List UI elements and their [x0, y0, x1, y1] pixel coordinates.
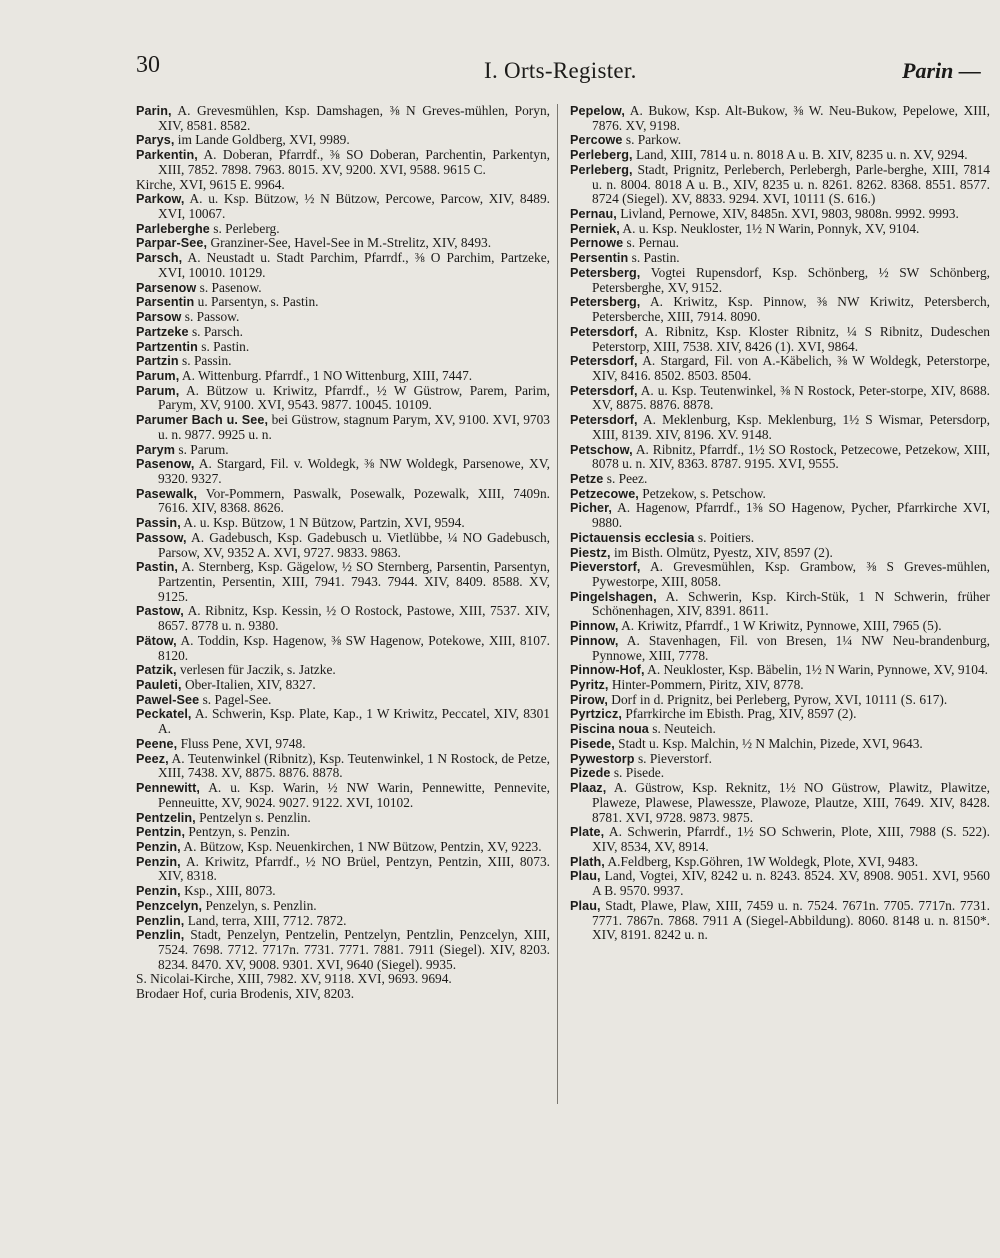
- entry-text: Stadt u. Ksp. Malchin, ½ N Malchin, Pizede, XVI, 9643.: [614, 735, 923, 751]
- entry-headword: Parkow,: [136, 192, 185, 207]
- register-entry: [570, 266, 990, 295]
- register-entry: [570, 443, 990, 472]
- entry-headword: Peene,: [136, 736, 178, 751]
- entry-headword: Pawel-See: [136, 692, 200, 707]
- register-entry: [570, 413, 990, 442]
- entry-headword: Pirow,: [570, 692, 608, 707]
- entry-text: s. Poitiers.: [694, 529, 755, 545]
- entry-headword: Penzin,: [136, 884, 181, 899]
- register-entry: [136, 340, 550, 355]
- register-entry: [570, 251, 990, 266]
- entry-text: A. Schwerin, Pfarrdf., 1½ SO Schwerin, Plote, XIII, 7988 (S. 522). XIV, 8534, XV, 8914.: [592, 824, 990, 854]
- register-entry: [136, 384, 550, 413]
- entry-text: Penzelyn, s. Penzlin.: [202, 897, 317, 913]
- entry-text: s. Pieverstorf.: [634, 750, 712, 766]
- left-column: [136, 104, 550, 1002]
- entry-text: A. Ribnitz, Pfarrdf., 1½ SO Rostock, Petzecowe, Petzekow, XIII, 8078 u. n. XIV, 8363. 8787. 9195. XVI, 9555.: [592, 441, 990, 472]
- register-entry: [570, 148, 990, 163]
- entry-headword: Perniek,: [570, 221, 620, 236]
- entry-text: Petzekow, s. Petschow.: [638, 485, 766, 501]
- entry-headword: Patzik,: [136, 663, 177, 678]
- entry-headword: Pingelshagen,: [570, 589, 657, 604]
- entry-headword: Petersberg,: [570, 295, 641, 310]
- entry-text: s. Pisede.: [610, 765, 665, 781]
- entry-headword: Peckatel,: [136, 707, 192, 722]
- register-entry: [570, 163, 990, 207]
- entry-headword: Perleberg,: [570, 148, 633, 163]
- entry-headword: Pyritz,: [570, 678, 609, 693]
- entry-headword: Pennewitt,: [136, 781, 200, 796]
- register-entry: [136, 325, 550, 340]
- entry-headword: Pinnow-Hof,: [570, 663, 645, 678]
- register-entry: [570, 104, 990, 133]
- register-entry: [570, 752, 990, 767]
- entry-headword: Pasewalk,: [136, 486, 198, 501]
- register-entry: [136, 604, 550, 633]
- register-entry: [570, 560, 990, 589]
- page-header: [0, 52, 1000, 92]
- register-entry: [136, 487, 550, 516]
- entry-headword: Parym: [136, 442, 176, 457]
- register-entry: [136, 222, 550, 237]
- register-entry: [570, 722, 990, 737]
- register-entry: [136, 457, 550, 486]
- register-entry: [136, 192, 550, 221]
- entry-text: im Lande Goldberg, XVI, 9989.: [174, 132, 350, 148]
- entry-headword: Partzin: [136, 354, 179, 369]
- register-entry: [570, 295, 990, 324]
- entry-headword: Parsow: [136, 310, 182, 325]
- entry-headword: Petersdorf,: [570, 413, 638, 428]
- register-entry: [570, 501, 990, 530]
- entry-text: Vogtei Rupensdorf, Ksp. Schönberg, ½ SW Schönberg, Petersberghe, XV, 9152.: [592, 264, 990, 295]
- register-entry: [570, 634, 990, 663]
- entry-text: bei Güstrow, stagnum Parym, XV, 9100. XVI, 9703 u. n. 9877. 9925 u. n.: [158, 412, 550, 442]
- register-entry: [570, 354, 990, 383]
- entry-text: Hinter-Pommern, Piritz, XIV, 8778.: [608, 677, 804, 693]
- register-entry: [570, 384, 990, 413]
- entry-text: A. u. Ksp. Teutenwinkel, ⅜ N Rostock, Peter-storpe, XIV, 8688. XV, 8875. 8876. 8878.: [592, 382, 990, 413]
- entry-text: im Bisth. Olmütz, Pyestz, XIV, 8597 (2).: [610, 544, 833, 560]
- entry-headword: Plau,: [570, 898, 601, 913]
- register-entry: [570, 825, 990, 854]
- register-entry: [136, 178, 550, 193]
- entry-headword: Partzeke: [136, 324, 189, 339]
- entry-text: Livland, Pernowe, XIV, 8485n. XVI, 9803, 9808n. 9992. 9993.: [616, 206, 959, 222]
- entry-headword: Pentzin,: [136, 825, 186, 840]
- register-entry: [570, 619, 990, 634]
- entry-headword: Pernowe: [570, 236, 624, 251]
- register-entry: [136, 251, 550, 280]
- register-entry: [570, 781, 990, 825]
- register-entry: [570, 546, 990, 561]
- entry-text: s. Parum.: [175, 441, 229, 457]
- register-entry: [570, 472, 990, 487]
- register-entry: [136, 281, 550, 296]
- entry-text: A. Wittenburg. Pfarrdf., 1 NO Wittenburg, XIII, 7447.: [179, 367, 473, 383]
- entry-headword: Parkentin,: [136, 148, 198, 163]
- entry-headword: Parpar-See,: [136, 236, 208, 251]
- register-entry: [136, 443, 550, 458]
- entry-headword: Passow,: [136, 530, 187, 545]
- entry-headword: Parum,: [136, 368, 180, 383]
- entry-text: A. u. Ksp. Warin, ½ NW Warin, Pennewitte, Pennevite, Penneuitte, XV, 9024. 9027. 9122. XVI, 10102.: [158, 780, 550, 810]
- entry-text: A. Teutenwinkel (Ribnitz), Ksp. Teutenwinkel, 1 N Rostock, de Petze, XIII, 7438. XV, 8875. 8876. 8878.: [158, 750, 550, 781]
- entry-text: A. Sternberg, Ksp. Gägelow, ½ SO Sternberg, Parsentin, Parsentyn, Partzentin, Persentin, XIII, 7941. 7943. 7944. XIV, 8409. 8588. XV, 9125.: [158, 559, 550, 604]
- entry-text: Land, XIII, 7814 u. n. 8018 A u. B. XIV, 8235 u. n. XV, 9294.: [632, 147, 968, 163]
- register-entry: [136, 781, 550, 810]
- register-entry: [570, 236, 990, 251]
- entry-text: s. Peez.: [603, 470, 648, 486]
- register-entry: [570, 531, 990, 546]
- entry-text: A. Kriwitz, Pfarrdf., 1 W Kriwitz, Pynnowe, XIII, 7965 (5).: [618, 618, 942, 634]
- column-divider: [557, 104, 558, 1104]
- entry-text: verlesen für Jaczik, s. Jatzke.: [176, 662, 336, 678]
- entry-text: s. Parkow.: [622, 132, 682, 148]
- register-entry: [136, 737, 550, 752]
- entry-headword: Pizede: [570, 766, 611, 781]
- entry-text: A. Neukloster, Ksp. Bäbelin, 1½ N Warin, Pynnowe, XV, 9104.: [644, 662, 988, 678]
- entry-text: s. Pastin.: [628, 250, 680, 266]
- entry-headword: Picher,: [570, 501, 613, 516]
- entry-text: s. Pastin.: [197, 338, 250, 354]
- entry-text: A. Hagenow, Pfarrdf., 1⅜ SO Hagenow, Pycher, Pfarrkirche XVI, 9880.: [592, 500, 990, 531]
- register-entry: [136, 295, 550, 310]
- entry-headword: Pictauensis ecclesia: [570, 530, 695, 545]
- register-entry: [570, 325, 990, 354]
- register-entry: [570, 707, 990, 722]
- entry-headword: Plate,: [570, 825, 605, 840]
- register-entry: [136, 663, 550, 678]
- entry-headword: Parum,: [136, 383, 180, 398]
- register-entry: [570, 487, 990, 502]
- entry-text: Fluss Pene, XVI, 9748.: [177, 735, 306, 751]
- entry-text: A. Kriwitz, Pfarrdf., ½ NO Brüel, Pentzyn, Pentzin, XIII, 8073. XIV, 8318.: [158, 853, 550, 884]
- register-entry: [136, 104, 550, 133]
- entry-headword: Pastin,: [136, 560, 178, 575]
- entry-headword: Penzcelyn,: [136, 898, 203, 913]
- register-entry: [136, 811, 550, 826]
- entry-headword: Pyrtzicz,: [570, 707, 622, 722]
- entry-text: A. Bützow u. Kriwitz, Pfarrdf., ½ W Güstrow, Parem, Parim, Parym, XV, 9100. XVI, 9543. 9877. 10045. 10109.: [158, 382, 550, 413]
- entry-headword: Petzecowe,: [570, 486, 639, 501]
- register-title: I. Orts-Register.: [484, 58, 637, 83]
- entry-headword: Penzin,: [136, 854, 181, 869]
- register-entry: [570, 222, 990, 237]
- entry-headword: Persentin: [570, 251, 629, 266]
- register-entry: [136, 693, 550, 708]
- entry-text: u. Parsentyn, s. Pastin.: [194, 294, 319, 310]
- entry-headword: Petersberg,: [570, 265, 641, 280]
- entry-headword: Pywestorp: [570, 751, 635, 766]
- entry-text: Land, Vogtei, XIV, 8242 u. n. 8243. 8524. XV, 8908. 9051. XVI, 9560 A B. 9570. 9937.: [592, 868, 990, 899]
- register-entry: [136, 310, 550, 325]
- entry-text: A. Bützow, Ksp. Neuenkirchen, 1 NW Bützow, Pentzin, XV, 9223.: [180, 838, 542, 854]
- entry-text: A. Stargard, Fil. v. Woldegk, ⅜ NW Woldegk, Parsenowe, XV, 9320. 9327.: [158, 456, 550, 486]
- entry-text: s. Pagel-See.: [199, 691, 272, 707]
- register-entry: [136, 840, 550, 855]
- entry-headword: Plath,: [570, 854, 605, 869]
- entry-headword: Parys,: [136, 133, 175, 148]
- register-entry: [136, 634, 550, 663]
- entry-text: Stadt, Plawe, Plaw, XIII, 7459 u. n. 7524. 7671n. 7705. 7717n. 7731. 7771. 7867n. 7868. 7911 A (Siegel-Abbildung). 8060. 8148 u. n. 8150*. XIV, 8191. 8242 u. n.: [592, 897, 990, 943]
- entry-text: Dorf in d. Prignitz, bei Perleberg, Pyrow, XVI, 10111 (S. 617).: [607, 691, 948, 707]
- entry-text: A. Bukow, Ksp. Alt-Bukow, ⅜ W. Neu-Bukow, Pepelowe, XIII, 7876. XV, 9198.: [592, 103, 990, 133]
- entry-headword: Percowe: [570, 133, 623, 148]
- entry-text: A. u. Ksp. Bützow, 1 N Bützow, Partzin, XVI, 9594.: [180, 515, 465, 531]
- entry-text: A. Doberan, Pfarrdf., ⅜ SO Doberan, Parchentin, Parkentyn, XIII, 7852. 7898. 7963. 8015. XV, 9200. XVI, 9588. 9615 C.: [158, 147, 550, 177]
- register-entry: [570, 678, 990, 693]
- register-entry: [136, 236, 550, 251]
- entry-headword: Pauleti,: [136, 678, 182, 693]
- entry-text: A. Schwerin, Ksp. Kirch-Stük, 1 N Schwerin, früher Schönenhagen, XIV, 8391. 8611.: [592, 588, 990, 619]
- running-head: Parin —: [902, 58, 981, 83]
- entry-text: s. Perleberg.: [209, 220, 280, 236]
- register-entry: [570, 869, 990, 898]
- entry-text: Vor-Pommern, Paswalk, Posewalk, Pozewalk, XIII, 7409n. 7616. XIV, 8368. 8626.: [158, 485, 550, 516]
- entry-text: A. Kriwitz, Ksp. Pinnow, ⅜ NW Kriwitz, Petersberch, Petersberche, XIII, 7914. 8090.: [592, 294, 990, 325]
- page-number: 30: [136, 52, 160, 78]
- entry-headword: Pinnow,: [570, 633, 619, 648]
- register-entry: [570, 590, 990, 619]
- entry-text: Ksp., XIII, 8073.: [180, 883, 276, 899]
- entry-headword: Piscina noua: [570, 722, 649, 737]
- entry-text: Stadt, Penzelyn, Pentzelin, Pentzelyn, Pentzlin, Penzcelyn, XIII, 7524. 7698. 7712. 7717n. 7731. 7771. 7881. 7911 (Siegel). XIV, 8203. 8234. 8470. XV, 9008. 9301. XVI, 9640 (Siegel). 9935.: [158, 927, 550, 972]
- entry-text: Stadt, Prignitz, Perleberch, Perlebergh, Parle-berghe, XIII, 7814 u. n. 8004. 8018 A u. B., XIV, 8235 u. n. 8261. 8262. 8368. 8551. 8577. 8724 (Siegel). XV, 8833. 9294. XVI, 10111 (S. 616.): [592, 161, 990, 207]
- register-entry: [136, 825, 550, 840]
- register-entry: [136, 678, 550, 693]
- entry-text: A. Toddin, Ksp. Hagenow, ⅜ SW Hagenow, Potekowe, XIII, 8107. 8120.: [158, 632, 550, 663]
- entry-headword: Penzin,: [136, 839, 181, 854]
- entry-headword: Plau,: [570, 869, 601, 884]
- register-entry: [136, 133, 550, 148]
- entry-headword: Plaaz,: [570, 781, 607, 796]
- entry-text: A. Neustadt u. Stadt Parchim, Pfarrdf., ⅜ O Parchim, Partzeke, XVI, 10010. 10129.: [158, 250, 550, 280]
- entry-headword: Piestz,: [570, 545, 611, 560]
- register-entry: [136, 148, 550, 177]
- register-entry: [136, 354, 550, 369]
- entry-text: A. Ribnitz, Ksp. Kloster Ribnitz, ¼ S Ribnitz, Dudeschen Peterstorp, XIII, 7538. XIV, 8426 (1). XVI, 9864.: [592, 323, 990, 354]
- entry-headword: Penzlin,: [136, 928, 185, 943]
- entry-headword: Petze: [570, 471, 604, 486]
- entry-text: Kirche, XVI, 9615 E. 9964.: [136, 176, 285, 192]
- register-entry: [136, 531, 550, 560]
- entry-text: s. Pasenow.: [196, 279, 262, 295]
- entry-headword: Pinnow,: [570, 619, 619, 634]
- entry-headword: Perleberg,: [570, 162, 633, 177]
- register-entry: [136, 707, 550, 736]
- entry-headword: Pentzelin,: [136, 810, 196, 825]
- register-entry: [570, 207, 990, 222]
- register-entry: [136, 752, 550, 781]
- entry-headword: Pasenow,: [136, 457, 195, 472]
- register-entry: [570, 663, 990, 678]
- entry-text: s. Passow.: [181, 309, 240, 325]
- entry-text: A. Stargard, Fil. von A.-Käbelich, ⅜ W Woldegk, Peterstorpe, XIV, 8416. 8502. 8503. 8504.: [592, 353, 990, 383]
- entry-headword: Pastow,: [136, 604, 184, 619]
- register-entry: [136, 972, 550, 987]
- entry-headword: Petersdorf,: [570, 354, 638, 369]
- entry-headword: Parsenow: [136, 280, 197, 295]
- entry-headword: Parumer Bach u. See,: [136, 413, 269, 428]
- entry-text: A.Feldberg, Ksp.Göhren, 1W Woldegk, Plote, XVI, 9483.: [604, 853, 919, 869]
- entry-headword: Pepelow,: [570, 104, 625, 118]
- entry-text: A. Meklenburg, Ksp. Meklenburg, 1½ S Wismar, Petersdorp, XIII, 8139. XIV, 8196. XV. 9148.: [592, 412, 990, 442]
- entry-text: A. Güstrow, Ksp. Reknitz, 1½ NO Güstrow, Plawitz, Plawitze, Plaweze, Plawese, Plawessze, Plawoze, Plautze, XIII, 7649. XIV, 8428. 8781. XVI, 9728. 9873. 9875.: [592, 780, 990, 825]
- entry-text: s. Parsch.: [188, 323, 243, 339]
- entry-headword: Parsentin: [136, 295, 195, 310]
- entry-headword: Peez,: [136, 751, 169, 766]
- register-entry: [136, 899, 550, 914]
- entry-headword: Petschow,: [570, 442, 633, 457]
- register-entry: [570, 855, 990, 870]
- entry-headword: Parleberghe: [136, 221, 210, 236]
- register-entry: [136, 928, 550, 972]
- entry-text: Brodaer Hof, curia Brodenis, XIV, 8203.: [136, 986, 355, 1002]
- entry-headword: Pätow,: [136, 633, 177, 648]
- entry-text: Land, terra, XIII, 7712. 7872.: [184, 912, 347, 928]
- register-entry: [136, 516, 550, 531]
- register-entry: [136, 855, 550, 884]
- entry-text: Pentzelyn s. Penzlin.: [195, 809, 311, 825]
- register-entry: [570, 899, 990, 943]
- register-entry: [136, 884, 550, 899]
- entry-headword: Pieverstorf,: [570, 560, 641, 575]
- entry-headword: Passin,: [136, 516, 181, 531]
- entry-headword: Penzlin,: [136, 913, 185, 928]
- register-entry: [136, 987, 550, 1002]
- entry-text: Ober-Italien, XIV, 8327.: [181, 677, 316, 693]
- entry-text: S. Nicolai-Kirche, XIII, 7982. XV, 9118. XVI, 9693. 9694.: [136, 971, 452, 987]
- entry-headword: Petersdorf,: [570, 324, 638, 339]
- entry-headword: Pernau,: [570, 207, 617, 222]
- entry-text: A. Grevesmühlen, Ksp. Damshagen, ⅜ N Greves-mühlen, Poryn, XIV, 8581. 8582.: [158, 103, 550, 133]
- register-entry: [570, 133, 990, 148]
- register-entry: [136, 369, 550, 384]
- register-entry: [136, 914, 550, 929]
- entry-text: A. Gadebusch, Ksp. Gadebusch u. Vietlübbe, ¼ NO Gadebusch, Parsow, XV, 9352 A. XVI, 9727. 9833. 9863.: [158, 529, 550, 560]
- entry-headword: Petersdorf,: [570, 383, 638, 398]
- register-entry: [570, 766, 990, 781]
- register-entry: [136, 560, 550, 604]
- entry-text: Pfarrkirche im Ebisth. Prag, XIV, 8597 (2).: [622, 706, 857, 722]
- entry-text: A. Stavenhagen, Fil. von Bresen, 1¼ NW Neu-brandenburg, Pynnowe, XIII, 7778.: [592, 632, 990, 663]
- entry-text: A. u. Ksp. Neukloster, 1½ N Warin, Ponnyk, XV, 9104.: [619, 220, 920, 236]
- entry-text: A. u. Ksp. Bützow, ½ N Bützow, Percowe, Parcow, XIV, 8489. XVI, 10067.: [158, 191, 550, 222]
- entry-text: A. Grevesmühlen, Ksp. Grambow, ⅜ S Greves-mühlen, Pywestorpe, XIII, 8058.: [592, 559, 990, 589]
- entry-headword: Pisede,: [570, 736, 615, 751]
- entry-text: s. Pernau.: [623, 235, 679, 251]
- register-entry: [570, 737, 990, 752]
- entry-text: s. Neuteich.: [648, 721, 716, 737]
- entry-headword: Parsch,: [136, 251, 183, 266]
- right-column: [570, 104, 990, 943]
- register-entry: [136, 413, 550, 442]
- entry-text: s. Passin.: [178, 353, 232, 369]
- entry-headword: Partzentin: [136, 339, 198, 354]
- entry-text: A. Ribnitz, Ksp. Kessin, ½ O Rostock, Pastowe, XIII, 7537. XIV, 8657. 8778 u. n. 9380.: [158, 603, 550, 634]
- register-entry: [570, 693, 990, 708]
- entry-text: Pentzyn, s. Penzin.: [185, 824, 290, 840]
- entry-text: A. Schwerin, Ksp. Plate, Kap., 1 W Kriwitz, Peccatel, XIV, 8301 A.: [158, 706, 550, 737]
- entry-text: Granziner-See, Havel-See in M.-Strelitz, XIV, 8493.: [207, 235, 492, 251]
- entry-headword: Parin,: [136, 104, 172, 118]
